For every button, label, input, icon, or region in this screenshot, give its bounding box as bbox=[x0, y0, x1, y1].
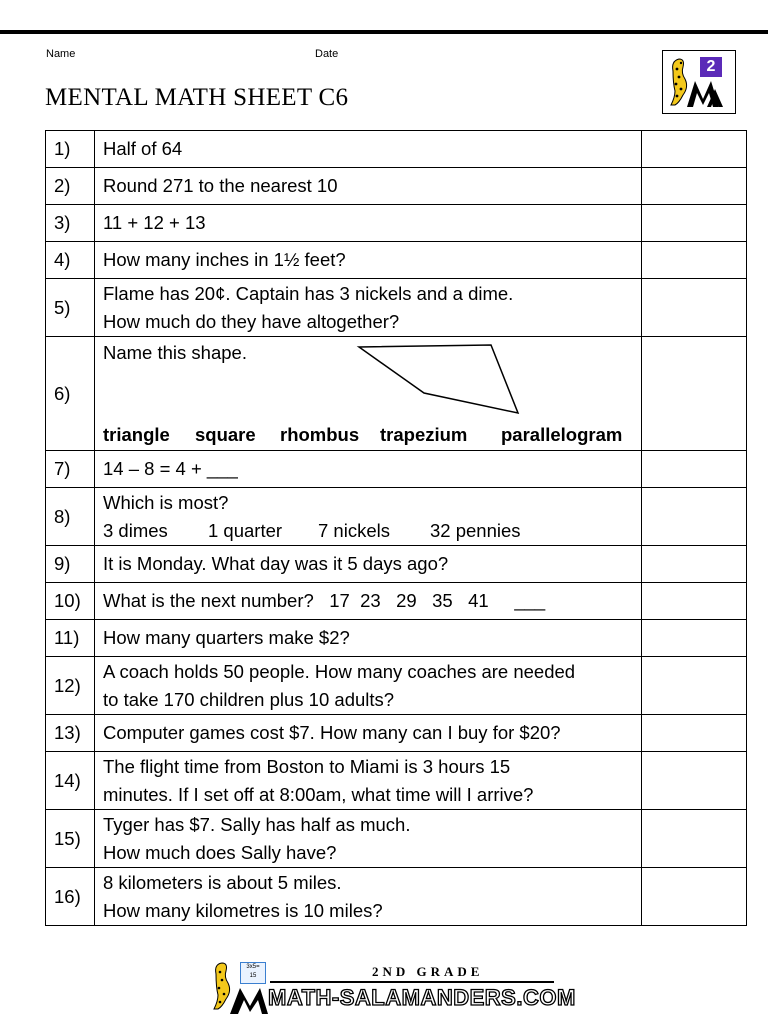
question-number: 11) bbox=[46, 620, 95, 657]
question-text: It is Monday. What day was it 5 days ago? bbox=[95, 546, 642, 583]
question-line: A coach holds 50 people. How many coaches are needed bbox=[103, 660, 576, 682]
question-text: 14 – 8 = 4 + ___ bbox=[95, 451, 642, 488]
question-text: How many inches in 1½ feet? bbox=[95, 242, 642, 279]
option-trapezium: trapezium bbox=[380, 424, 468, 445]
question-number: 8) bbox=[46, 488, 95, 546]
answer-box[interactable] bbox=[642, 337, 747, 451]
grade-logo bbox=[662, 50, 736, 114]
question-row-14 bbox=[46, 752, 747, 810]
question-text: 11 + 12 + 13 bbox=[95, 205, 642, 242]
question-line: How much does Sally have? bbox=[103, 841, 337, 863]
question-row-2 bbox=[46, 168, 747, 205]
question-text: Computer games cost $7. How many can I buy for $20? bbox=[95, 715, 642, 752]
name-label: Name bbox=[46, 48, 76, 60]
question-row-15 bbox=[46, 810, 747, 868]
answer-box[interactable] bbox=[642, 279, 747, 337]
questions-table bbox=[45, 130, 747, 926]
answer-box[interactable] bbox=[642, 752, 747, 810]
question-line: 8 kilometers is about 5 miles. bbox=[103, 871, 342, 893]
answer-box[interactable] bbox=[642, 868, 747, 926]
mini-badge-line2: 15 bbox=[249, 973, 257, 979]
question-row-9 bbox=[46, 546, 747, 583]
question-row-13 bbox=[46, 715, 747, 752]
answer-box[interactable] bbox=[642, 583, 747, 620]
question-line: Which is most? bbox=[103, 491, 229, 513]
option-square: square bbox=[195, 424, 256, 445]
mini-badge-line1: 3x5= bbox=[246, 964, 260, 970]
option-nickels: 7 nickels bbox=[318, 519, 390, 541]
question-line: The flight time from Boston to Miami is 3 hours 15 bbox=[103, 755, 511, 777]
grade-badge: 2 bbox=[700, 57, 722, 77]
shape-question bbox=[103, 337, 641, 450]
option-quarter: 1 quarter bbox=[208, 519, 283, 541]
question-row-16 bbox=[46, 868, 747, 926]
question-text: What is the next number? 17 23 29 35 41 ___ bbox=[95, 583, 642, 620]
answer-box[interactable] bbox=[642, 242, 747, 279]
quadrilateral-shape-icon bbox=[356, 343, 526, 415]
question-row-1 bbox=[46, 131, 747, 168]
question-number: 4) bbox=[46, 242, 95, 279]
salamander-logo-icon bbox=[663, 51, 735, 113]
question-number: 10) bbox=[46, 583, 95, 620]
question-line: Flame has 20¢. Captain has 3 nickels and a dime. bbox=[103, 282, 514, 304]
question-text bbox=[95, 337, 642, 451]
question-row-6 bbox=[46, 337, 747, 451]
question-text bbox=[95, 279, 642, 337]
question-text bbox=[95, 868, 642, 926]
question-number: 15) bbox=[46, 810, 95, 868]
question-number: 7) bbox=[46, 451, 95, 488]
top-rule bbox=[0, 30, 768, 34]
question-number: 6) bbox=[46, 337, 95, 451]
question-row-11 bbox=[46, 620, 747, 657]
question-number: 13) bbox=[46, 715, 95, 752]
answer-box[interactable] bbox=[642, 546, 747, 583]
coin-options bbox=[103, 517, 641, 545]
question-row-4 bbox=[46, 242, 747, 279]
date-label: Date bbox=[315, 48, 339, 60]
option-dimes: 3 dimes bbox=[103, 519, 168, 541]
question-row-5 bbox=[46, 279, 747, 337]
answer-box[interactable] bbox=[642, 131, 747, 168]
answer-box[interactable] bbox=[642, 657, 747, 715]
answer-box[interactable] bbox=[642, 810, 747, 868]
answer-box[interactable] bbox=[642, 451, 747, 488]
option-pennies: 32 pennies bbox=[430, 519, 521, 541]
footer-logo bbox=[0, 950, 768, 1020]
question-row-12 bbox=[46, 657, 747, 715]
question-line: minutes. If I set off at 8:00am, what time will I arrive? bbox=[103, 783, 534, 805]
question-number: 1) bbox=[46, 131, 95, 168]
mini-badge bbox=[240, 962, 266, 984]
question-line: How many kilometres is 10 miles? bbox=[103, 899, 383, 921]
question-text: Half of 64 bbox=[95, 131, 642, 168]
question-text: How many quarters make $2? bbox=[95, 620, 642, 657]
answer-box[interactable] bbox=[642, 168, 747, 205]
question-text bbox=[95, 488, 642, 546]
footer-grade: 2ND GRADE bbox=[372, 964, 484, 979]
page-title: MENTAL MATH SHEET C6 bbox=[45, 84, 349, 111]
question-number: 5) bbox=[46, 279, 95, 337]
question-line: Tyger has $7. Sally has half as much. bbox=[103, 813, 411, 835]
option-parallelogram: parallelogram bbox=[501, 424, 623, 445]
question-line: to take 170 children plus 10 adults? bbox=[103, 688, 395, 710]
answer-box[interactable] bbox=[642, 205, 747, 242]
question-text bbox=[95, 810, 642, 868]
question-line: How much do they have altogether? bbox=[103, 310, 400, 332]
shape-options bbox=[103, 421, 622, 449]
answer-box[interactable] bbox=[642, 620, 747, 657]
question-number: 3) bbox=[46, 205, 95, 242]
question-number: 2) bbox=[46, 168, 95, 205]
question-text: Round 271 to the nearest 10 bbox=[95, 168, 642, 205]
question-line: Name this shape. bbox=[103, 342, 247, 363]
option-triangle: triangle bbox=[103, 424, 170, 445]
footer-rule bbox=[270, 981, 554, 983]
option-rhombus: rhombus bbox=[280, 424, 360, 445]
question-row-8 bbox=[46, 488, 747, 546]
question-number: 14) bbox=[46, 752, 95, 810]
answer-box[interactable] bbox=[642, 715, 747, 752]
question-text bbox=[95, 752, 642, 810]
question-text bbox=[95, 657, 642, 715]
question-number: 12) bbox=[46, 657, 95, 715]
question-number: 9) bbox=[46, 546, 95, 583]
footer-site: MATH-SALAMANDERS.COM bbox=[268, 985, 576, 1010]
answer-box[interactable] bbox=[642, 488, 747, 546]
question-row-3 bbox=[46, 205, 747, 242]
question-number: 16) bbox=[46, 868, 95, 926]
question-row-10 bbox=[46, 583, 747, 620]
question-row-7 bbox=[46, 451, 747, 488]
